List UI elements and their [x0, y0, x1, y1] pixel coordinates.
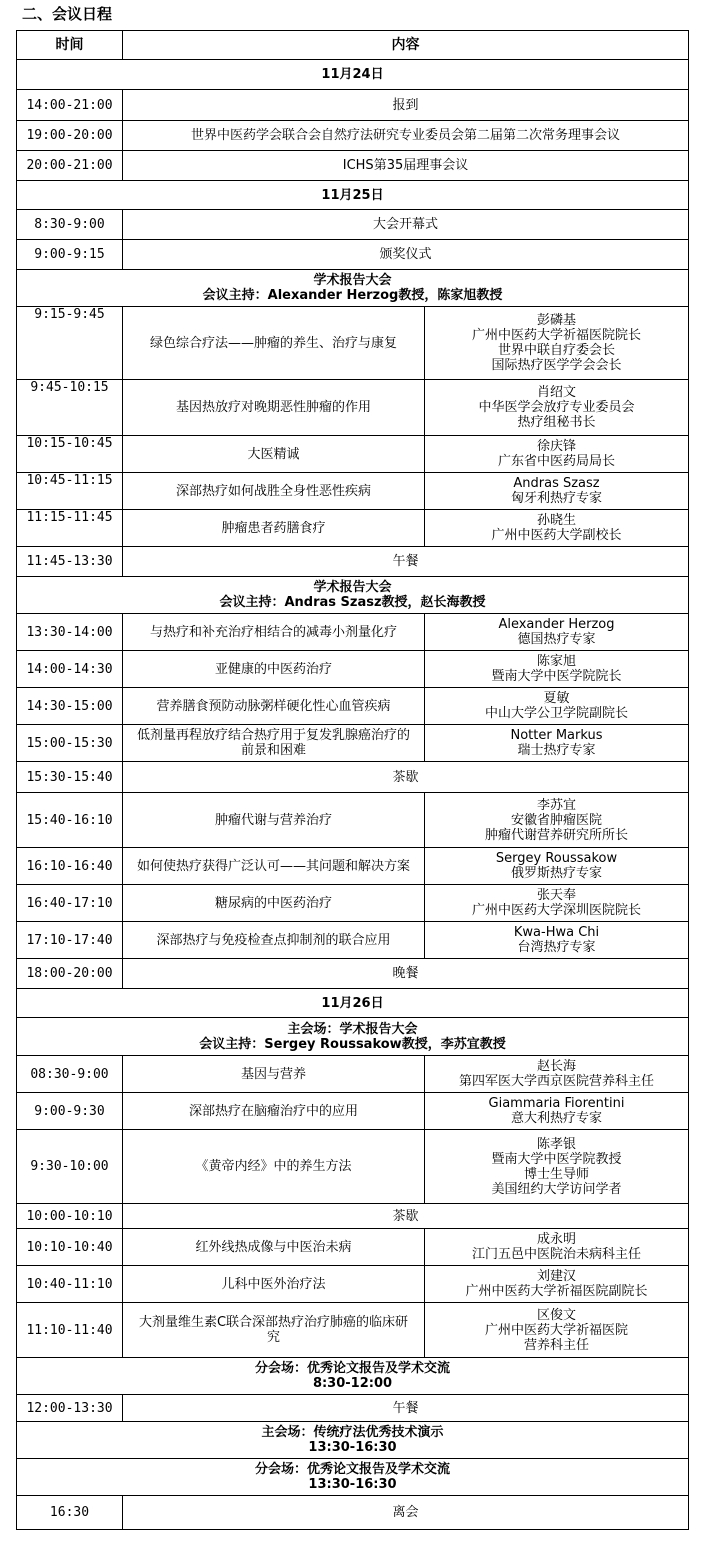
speaker-cell	[425, 614, 689, 651]
time-cell: 08:30-9:00	[17, 1056, 123, 1093]
speaker-affiliation: 热疗组秘书长	[517, 415, 596, 430]
session-line: 13:30-16:30	[308, 1477, 397, 1492]
speaker-affiliation: 广州中医药大学祈福医院	[484, 1322, 628, 1338]
speaker-cell	[425, 307, 689, 380]
talk-title: 基因与营养	[123, 1056, 425, 1093]
time-cell: 10:40-11:10	[17, 1266, 123, 1303]
speaker-cell	[425, 436, 689, 473]
talk-row	[17, 1229, 689, 1266]
talk-row	[17, 1093, 689, 1130]
speaker-affiliation: 美国纽约大学访问学者	[491, 1181, 622, 1197]
speaker-cell	[425, 922, 689, 959]
session-line: 分会场：优秀论文报告及学术交流	[254, 1361, 450, 1376]
talk-row	[17, 510, 689, 547]
talk-row	[17, 1266, 689, 1303]
day-label: 11月26日	[17, 989, 689, 1018]
speaker-name: Notter Markus	[510, 728, 603, 743]
speaker-name: Andras Szasz	[513, 476, 600, 491]
session-line: 会议主持：Alexander Herzog教授，陈家旭教授	[202, 288, 503, 303]
speaker-affiliation: 营养科主任	[523, 1337, 589, 1353]
schedule-row	[17, 1395, 689, 1422]
time-cell: 19:00-20:00	[17, 121, 123, 151]
speaker-name: 李苏宜	[536, 797, 576, 813]
talk-row	[17, 848, 689, 885]
speaker-cell	[425, 510, 689, 547]
speaker-cell	[425, 885, 689, 922]
schedule-row	[17, 762, 689, 793]
schedule-row	[17, 547, 689, 577]
session-title	[17, 1459, 689, 1496]
session-title	[17, 1358, 689, 1395]
speaker-affiliation: 安徽省肿瘤医院	[510, 812, 602, 828]
talk-row	[17, 1056, 689, 1093]
day-label: 11月25日	[17, 181, 689, 210]
talk-title: 基因热放疗对晚期恶性肿瘤的作用	[123, 380, 425, 436]
session-line: 13:30-16:30	[308, 1440, 397, 1455]
talk-title: 如何使热疗获得广泛认可——其问题和解决方案	[123, 848, 425, 885]
speaker-cell	[425, 1130, 689, 1204]
schedule-row	[17, 959, 689, 989]
speaker-affiliation: 博士生导师	[523, 1166, 589, 1182]
header-time: 时间	[17, 31, 123, 60]
time-cell: 14:00-21:00	[17, 90, 123, 121]
talk-row	[17, 688, 689, 725]
day-row	[17, 989, 689, 1018]
content-cell: 午餐	[123, 547, 689, 577]
content-cell: 晚餐	[123, 959, 689, 989]
content-cell: 大会开幕式	[123, 210, 689, 240]
talk-title: 糖尿病的中医药治疗	[123, 885, 425, 922]
speaker-cell	[425, 725, 689, 762]
talk-title: 红外线热成像与中医治未病	[123, 1229, 425, 1266]
time-cell: 17:10-17:40	[17, 922, 123, 959]
speaker-name: 成永明	[536, 1232, 576, 1247]
speaker-name: Giammaria Fiorentini	[488, 1096, 625, 1111]
time-cell: 11:45-13:30	[17, 547, 123, 577]
header-content: 内容	[123, 31, 689, 60]
schedule-body	[17, 60, 689, 1530]
schedule-row	[17, 240, 689, 270]
speaker-affiliation: 广东省中医药局局长	[497, 454, 615, 469]
session-title	[17, 1422, 689, 1459]
session-row	[17, 270, 689, 307]
talk-row	[17, 725, 689, 762]
speaker-cell	[425, 1056, 689, 1093]
talk-row	[17, 473, 689, 510]
speaker-cell	[425, 651, 689, 688]
speaker-affiliation: 中华医学会放疗专业委员会	[478, 400, 635, 415]
speaker-affiliation: 俄罗斯热疗专家	[510, 866, 602, 881]
time-cell: 10:45-11:15	[17, 473, 123, 510]
time-cell: 10:10-10:40	[17, 1229, 123, 1266]
speaker-affiliation: 国际热疗医学学会会长	[491, 358, 622, 373]
content-cell: ICHS第35届理事会议	[123, 151, 689, 181]
schedule-row	[17, 210, 689, 240]
talk-title: 深部热疗与免疫检查点抑制剂的联合应用	[123, 922, 425, 959]
time-cell: 16:30	[17, 1496, 123, 1530]
session-line: 学术报告大会	[313, 273, 392, 288]
day-row	[17, 60, 689, 90]
session-title	[17, 577, 689, 614]
session-line: 8:30-12:00	[312, 1376, 393, 1391]
session-row	[17, 1459, 689, 1496]
talk-title: 《黄帝内经》中的养生方法	[123, 1130, 425, 1204]
session-row	[17, 1018, 689, 1056]
speaker-name: Alexander Herzog	[498, 617, 615, 632]
speaker-name: 陈家旭	[536, 654, 576, 669]
time-cell: 16:10-16:40	[17, 848, 123, 885]
talk-title: 亚健康的中医药治疗	[123, 651, 425, 688]
speaker-affiliation: 匈牙利热疗专家	[510, 491, 602, 506]
time-cell: 11:15-11:45	[17, 510, 123, 547]
content-cell: 茶歇	[123, 762, 689, 793]
time-cell: 11:10-11:40	[17, 1303, 123, 1358]
time-cell: 10:15-10:45	[17, 436, 123, 473]
talk-title: 绿色综合疗法——肿瘤的养生、治疗与康复	[123, 307, 425, 380]
speaker-affiliation: 广州中医药大学祈福医院院长	[471, 328, 641, 343]
speaker-name: 彭磷基	[536, 313, 576, 328]
time-cell: 13:30-14:00	[17, 614, 123, 651]
speaker-affiliation: 中山大学公卫学院副院长	[484, 706, 628, 721]
session-line: 会议主持：Sergey Roussakow教授，李苏宜教授	[199, 1036, 506, 1052]
speaker-cell	[425, 380, 689, 436]
session-row	[17, 1422, 689, 1459]
speaker-name: 陈孝银	[536, 1136, 576, 1152]
talk-title: 肿瘤患者药膳食疗	[123, 510, 425, 547]
time-cell: 16:40-17:10	[17, 885, 123, 922]
schedule-row	[17, 1496, 689, 1530]
schedule-row	[17, 121, 689, 151]
speaker-affiliation: 广州中医药大学副校长	[491, 528, 622, 543]
time-cell: 15:00-15:30	[17, 725, 123, 762]
speaker-affiliation: 暨南大学中医学院院长	[491, 669, 622, 684]
session-line: 分会场：优秀论文报告及学术交流	[254, 1462, 450, 1477]
talk-row	[17, 436, 689, 473]
schedule-row	[17, 151, 689, 181]
time-cell: 9:30-10:00	[17, 1130, 123, 1204]
speaker-affiliation: 德国热疗专家	[517, 632, 596, 647]
speaker-name: 夏敏	[543, 691, 570, 706]
schedule-table	[16, 30, 689, 1530]
speaker-affiliation: 瑞士热疗专家	[517, 743, 596, 758]
session-row	[17, 1358, 689, 1395]
talk-title: 深部热疗在脑瘤治疗中的应用	[123, 1093, 425, 1130]
talk-title: 低剂量再程放疗结合热疗用于复发乳腺癌治疗的前景和困难	[123, 725, 425, 762]
time-cell: 20:00-21:00	[17, 151, 123, 181]
talk-row	[17, 1130, 689, 1204]
talk-title: 大剂量维生素C联合深部热疗治疗肺癌的临床研究	[123, 1303, 425, 1358]
day-label: 11月24日	[17, 60, 689, 90]
session-line: 会议主持：Andras Szasz教授，赵长海教授	[219, 595, 486, 610]
talk-row	[17, 1303, 689, 1358]
session-line: 主会场：学术报告大会	[287, 1021, 418, 1037]
speaker-name: 孙晓生	[536, 513, 576, 528]
section-heading: 二、会议日程	[22, 5, 113, 23]
time-cell: 12:00-13:30	[17, 1395, 123, 1422]
speaker-affiliation: 台湾热疗专家	[517, 940, 596, 955]
speaker-cell	[425, 1303, 689, 1358]
time-cell: 14:30-15:00	[17, 688, 123, 725]
speaker-affiliation: 广州中医药大学祈福医院副院长	[465, 1284, 648, 1299]
time-cell: 8:30-9:00	[17, 210, 123, 240]
talk-title: 大医精诚	[123, 436, 425, 473]
speaker-affiliation: 世界中联自疗委会长	[497, 343, 615, 358]
schedule-row	[17, 1204, 689, 1229]
speaker-name: 张天奉	[536, 888, 576, 903]
time-cell: 9:45-10:15	[17, 380, 123, 436]
time-cell: 9:00-9:15	[17, 240, 123, 270]
speaker-name: 赵长海	[536, 1059, 576, 1074]
speaker-cell	[425, 688, 689, 725]
session-row	[17, 577, 689, 614]
session-line: 学术报告大会	[313, 580, 392, 595]
time-cell: 14:00-14:30	[17, 651, 123, 688]
speaker-cell	[425, 793, 689, 848]
talk-row	[17, 922, 689, 959]
time-cell: 10:00-10:10	[17, 1204, 123, 1229]
header-row	[17, 31, 689, 60]
talk-title: 深部热疗如何战胜全身性恶性疾病	[123, 473, 425, 510]
speaker-name: Sergey Roussakow	[495, 851, 618, 866]
speaker-affiliation: 江门五邑中医院治未病科主任	[471, 1247, 641, 1262]
speaker-cell	[425, 1093, 689, 1130]
talk-title: 与热疗和补充治疗相结合的减毒小剂量化疗	[123, 614, 425, 651]
speaker-name: 徐庆锋	[536, 439, 576, 454]
time-cell: 9:00-9:30	[17, 1093, 123, 1130]
talk-row	[17, 793, 689, 848]
speaker-cell	[425, 473, 689, 510]
time-cell: 9:15-9:45	[17, 307, 123, 380]
speaker-cell	[425, 1229, 689, 1266]
talk-row	[17, 651, 689, 688]
speaker-cell	[425, 1266, 689, 1303]
content-cell: 报到	[123, 90, 689, 121]
time-cell: 15:30-15:40	[17, 762, 123, 793]
talk-row	[17, 380, 689, 436]
content-cell: 离会	[123, 1496, 689, 1530]
speaker-name: 刘建汉	[536, 1269, 576, 1284]
session-title	[17, 270, 689, 307]
content-cell: 茶歇	[123, 1204, 689, 1229]
speaker-name: 区俊文	[536, 1307, 576, 1323]
session-line: 主会场：传统疗法优秀技术演示	[261, 1425, 444, 1440]
talk-title: 肿瘤代谢与营养治疗	[123, 793, 425, 848]
content-cell: 世界中医药学会联合会自然疗法研究专业委员会第二届第二次常务理事会议	[123, 121, 689, 151]
speaker-name: 肖绍文	[536, 385, 576, 400]
speaker-affiliation: 意大利热疗专家	[510, 1111, 602, 1126]
talk-row	[17, 614, 689, 651]
speaker-affiliation: 肿瘤代谢营养研究所所长	[484, 827, 628, 843]
time-cell: 15:40-16:10	[17, 793, 123, 848]
day-row	[17, 181, 689, 210]
schedule-row	[17, 90, 689, 121]
session-title	[17, 1018, 689, 1056]
speaker-affiliation: 第四军医大学西京医院营养科主任	[458, 1074, 654, 1089]
talk-row	[17, 307, 689, 380]
talk-row	[17, 885, 689, 922]
speaker-name: Kwa-Hwa Chi	[513, 925, 600, 940]
speaker-cell	[425, 848, 689, 885]
time-cell: 18:00-20:00	[17, 959, 123, 989]
speaker-affiliation: 暨南大学中医学院教授	[491, 1151, 622, 1167]
talk-title: 营养膳食预防动脉粥样硬化性心血管疾病	[123, 688, 425, 725]
content-cell: 颁奖仪式	[123, 240, 689, 270]
talk-title: 儿科中医外治疗法	[123, 1266, 425, 1303]
content-cell: 午餐	[123, 1395, 689, 1422]
speaker-affiliation: 广州中医药大学深圳医院院长	[471, 903, 641, 918]
